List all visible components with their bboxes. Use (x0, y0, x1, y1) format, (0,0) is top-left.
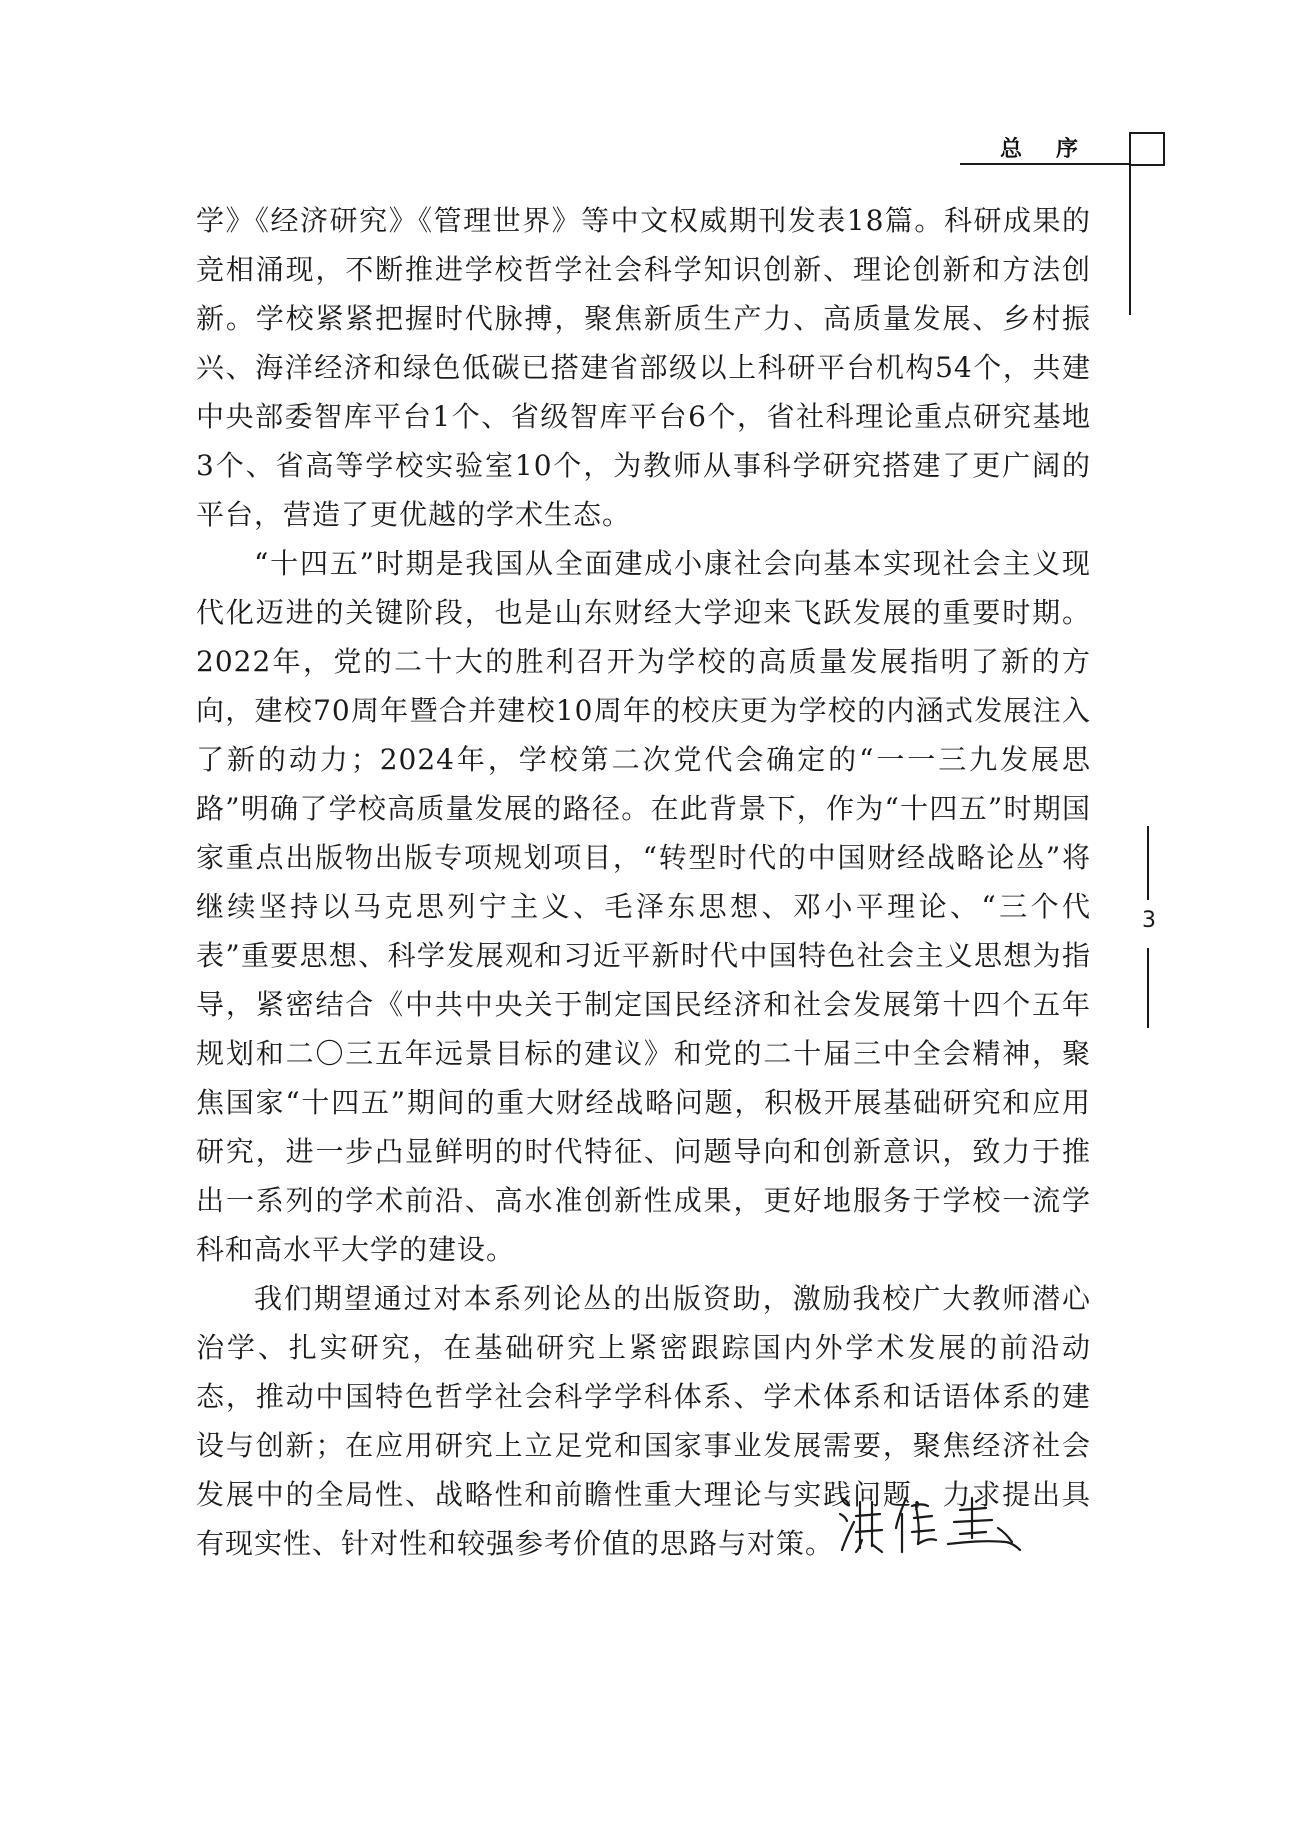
page-number-rule-bottom (1147, 948, 1149, 1028)
header-vertical-rule (1129, 165, 1131, 315)
running-header-title: 总序 (1000, 137, 1113, 162)
handwritten-signature-icon (836, 1488, 1036, 1558)
paragraph-1: 学》《经济研究》《管理世界》等中文权威期刊发表18篇。科研成果的竞相涌现，不断推进学校哲学社会科学知识创新、理论创新和方法创新。学校紧紧把握时代脉搏，聚焦新质生产力、高质量发展、乡村振兴、海洋经济和绿色低碳已搭建省部级以上科研平台机构54个，共建中央部委智库平台1个、省级智库平台6个，省社科理论重点研究基地3个、省高等学校实验室10个，为教师从事科学研究搭建了更广阔的平台，营造了更优越的学术生态。 (196, 204, 1091, 531)
header-rule (960, 163, 1129, 165)
page-number-rule-top (1147, 826, 1149, 900)
paragraph-3: 我们期望通过对本系列论丛的出版资助，激励我校广大教师潜心治学、扎实研究，在基础研究上紧密跟踪国内外学术发展的前沿动态，推动中国特色哲学社会科学学科体系、学术体系和话语体系的建设与创新；在应用研究上立足党和国家事业发展需要，聚焦经济社会发展中的全局性、战略性和前瞻性重大理论与实践问题，力求提出具有现实性、针对性和较强参考价值的思路与对策。 (196, 1282, 1091, 1560)
header-corner-box (1129, 132, 1165, 166)
paragraph-2: “十四五”时期是我国从全面建成小康社会向基本实现社会主义现代化迈进的关键阶段，也是山东财经大学迎来飞跃发展的重要时期。2022年，党的二十大的胜利召开为学校的高质量发展指明了新的方向，建校70周年暨合并建校10周年的校庆更为学校的内涵式发展注入了新的动力；2024年，学校第二次党代会确定的“一一三九发展思路”明确了学校高质量发展的路径。在此背景下，作为“十四五”时期国家重点出版物出版专项规划项目，“转型时代的中国财经战略论丛”将继续坚持以马克思列宁主义、毛泽东思想、邓小平理论、“三个代表”重要思想、科学发展观和习近平新时代中国特色社会主义思想为指导，紧密结合《中共中央关于制定国民经济和社会发展第十四个五年规划和二〇三五年远景目标的建议》和党的二十届三中全会精神，聚焦国家“十四五”期间的重大财经战略问题，积极开展基础研究和应用研究，进一步凸显鲜明的时代特征、问题导向和创新意识，致力于推出一系列的学术前沿、高水准创新性成果，更好地服务于学校一流学科和高水平大学的建设。 (196, 547, 1091, 1266)
body-text (196, 196, 1091, 1568)
page-number: 3 (1142, 908, 1156, 933)
